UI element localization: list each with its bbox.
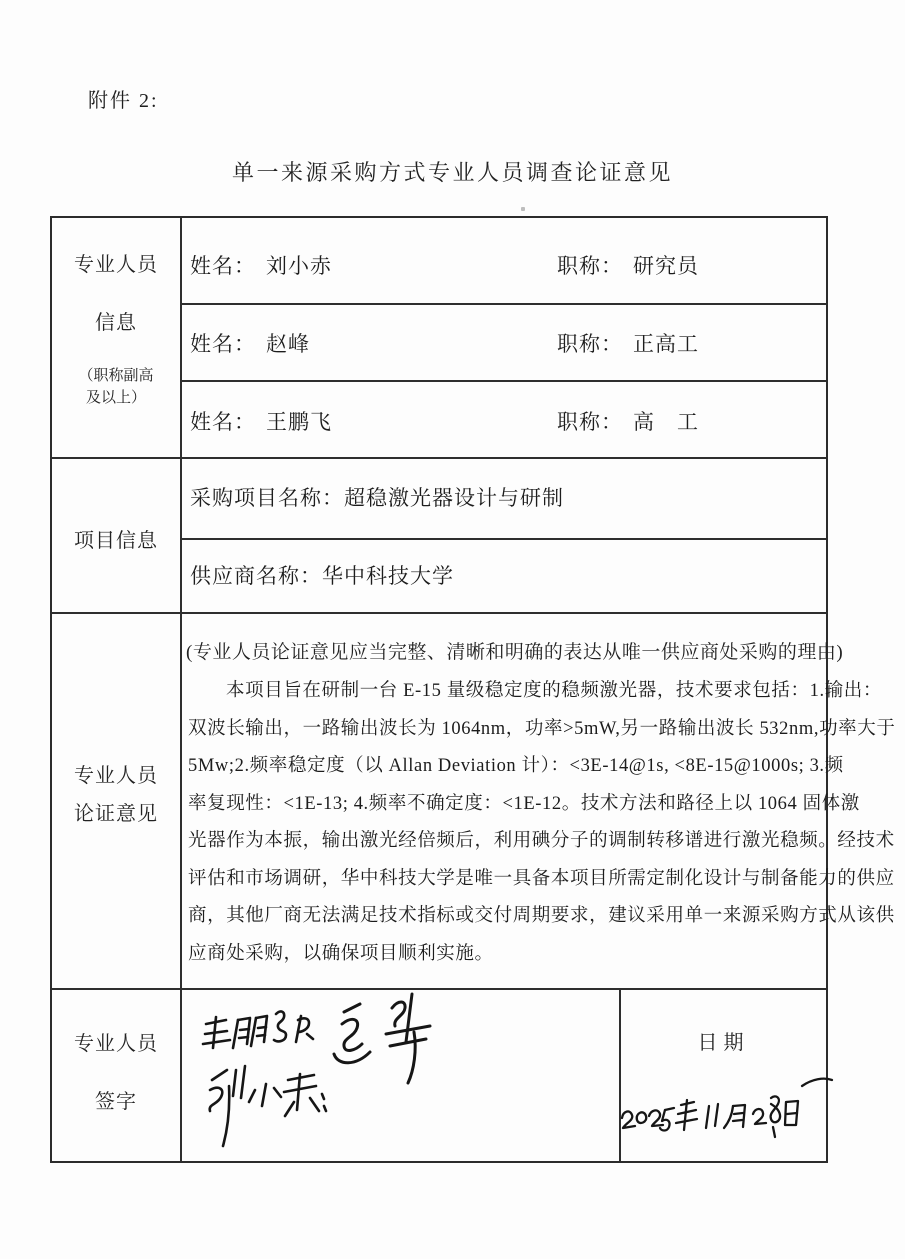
member-name: 王鹏飞 xyxy=(266,410,332,434)
signature-cell xyxy=(182,990,619,1161)
project-info-label: 项目信息 xyxy=(74,530,158,552)
project-name-value: 超稳激光器设计与研制 xyxy=(344,486,564,510)
title-label: 职称： xyxy=(557,254,623,278)
member-row xyxy=(190,328,310,358)
name-label: 姓名： xyxy=(190,332,256,356)
signature-label-2: 签字 xyxy=(95,1091,137,1113)
member-title xyxy=(557,406,699,436)
document-title: 单一来源采购方式专业人员调查论证意见 xyxy=(231,160,673,185)
name-label: 姓名： xyxy=(190,254,256,278)
supplier-value: 华中科技大学 xyxy=(322,564,454,588)
section-divider xyxy=(52,612,826,614)
personnel-info-label: 专业人员 xyxy=(74,254,158,276)
opinion-note: (专业人员论证意见应当完整、清晰和明确的表达从唯一供应商处采购的理由) xyxy=(186,642,844,663)
handwritten-signatures xyxy=(182,990,619,1161)
opinion-line: 5Mw;2.频率稳定度（以 Allan Deviation 计）：<3E-14@1s, <8E-15@1000s; 3.频 xyxy=(188,756,844,776)
personnel-info-note-2: 及以上） xyxy=(85,390,146,406)
supplier-label: 供应商名称： xyxy=(190,564,322,588)
title-label: 职称： xyxy=(557,410,623,434)
opinion-line: 光器作为本振，输出激光经倍频后，利用碘分子的调制转移谱进行激光稳频。经技术 xyxy=(188,831,895,851)
supplier-row xyxy=(190,560,454,590)
project-name-row xyxy=(190,482,564,512)
row-divider xyxy=(180,303,826,305)
date-label: 日期 xyxy=(697,1032,750,1054)
opinion-text xyxy=(188,673,896,973)
opinion-label: 专业人员 xyxy=(74,765,158,787)
date-cell xyxy=(621,990,826,1161)
form-table xyxy=(50,216,896,1163)
handwritten-date xyxy=(621,990,826,1161)
personnel-info-note: （职称副高 xyxy=(78,368,154,384)
member-title xyxy=(557,250,699,280)
member-row xyxy=(190,250,332,280)
personnel-info-label-2: 信息 xyxy=(95,312,137,334)
project-name-label: 采购项目名称： xyxy=(190,486,344,510)
row-divider xyxy=(180,538,826,540)
opinion-line: 率复现性：<1E-13; 4.频率不确定度：<1E-12。技术方法和路径上以 1064 固体激 xyxy=(188,793,860,814)
member-title xyxy=(557,328,699,358)
section-divider xyxy=(52,457,826,459)
opinion-label-2: 论证意见 xyxy=(74,803,158,825)
opinion-line: 评估和市场调研，华中科技大学是唯一具备本项目所需定制化设计与制备能力的供应 xyxy=(188,868,895,889)
opinion-line: 本项目旨在研制一台 E-15 量级稳定度的稳频激光器，技术要求包括：1.输出： xyxy=(226,681,882,701)
member-row xyxy=(190,406,332,436)
member-title-value: 正高工 xyxy=(633,332,699,356)
row-divider xyxy=(180,380,826,382)
member-title-value: 研究员 xyxy=(633,254,699,278)
name-label: 姓名： xyxy=(190,410,256,434)
signature-label: 专业人员 xyxy=(74,1033,158,1055)
opinion-line: 应商处采购，以确保项目顺利实施。 xyxy=(188,943,494,964)
member-name: 赵峰 xyxy=(266,332,310,356)
attachment-label: 附件 2: xyxy=(88,90,159,112)
scan-speck xyxy=(521,207,525,211)
title-label: 职称： xyxy=(557,332,623,356)
opinion-line: 双波长输出，一路输出波长为 1064nm，功率>5mW,另一路输出波长 532nm,功率大于 xyxy=(188,718,896,739)
opinion-line: 商，其他厂商无法满足技术指标或交付周期要求，建议采用单一来源采购方式从该供 xyxy=(188,906,895,926)
member-name: 刘小赤 xyxy=(266,254,332,278)
member-title-value: 高 工 xyxy=(633,410,699,434)
